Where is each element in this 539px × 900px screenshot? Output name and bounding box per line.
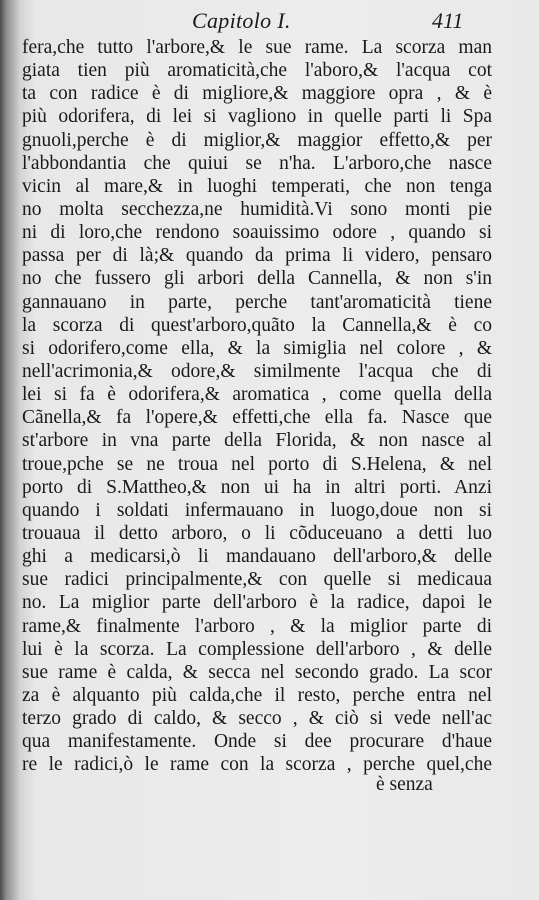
text-line: passa per di là;& quando da prima li videro, pensaro — [22, 245, 492, 267]
text-line: no molta secchezza,ne humidità.Vi sono monti pie — [22, 198, 492, 220]
text-line: no. La miglior parte dell'arboro è la radice, dapoi le — [22, 592, 492, 614]
running-head: Capitolo I. — [192, 8, 291, 33]
text-line: ni di loro,che rendono soauissimo odore , quando si — [22, 222, 492, 244]
catchword: è senza — [376, 774, 433, 795]
text-line: più odorifera, di lei si vagliono in quelle parti li Spa — [22, 106, 492, 128]
text-line: sue radici principalmente,& con quelle si medicaua — [22, 569, 492, 591]
text-line: giata tien più aromaticità,che l'aboro,& l'acqua cot — [22, 60, 492, 82]
text-line: sue rame è calda, & secca nel secondo grado. La scor — [22, 661, 492, 683]
text-line: fera,che tutto l'arbore,& le sue rame. La scorza man — [22, 37, 492, 58]
text-line: re le radici,ò le rame con la scorza , perche quel,che — [22, 754, 492, 776]
text-line: ghi a medicarsi,ò li mandauano dell'arboro,& delle — [22, 546, 492, 568]
page-header — [0, 6, 539, 36]
text-line: st'arbore in vna parte della Florida, & non nasce al — [22, 430, 492, 452]
text-line: rame,& finalmente l'arboro , & la miglior parte di — [22, 615, 492, 637]
text-line: vicin al mare,& in luoghi temperati, che non tenga — [22, 175, 492, 197]
text-line: nell'acrimonia,& odore,& similmente l'acqua che di — [22, 360, 492, 382]
text-line: Cãnella,& fa l'opere,& effetti,che ella fa. Nasce que — [22, 407, 492, 429]
text-line: qua manifestamente. Onde si dee procurare d'haue — [22, 731, 492, 753]
text-line: porto di S.Mattheo,& non ui ha in altri porti. Anzi — [22, 476, 492, 498]
text-line: trouaua il detto arboro, o li cõduceuano a detti luo — [22, 522, 492, 544]
text-line: la scorza di quest'arboro,quãto la Cannella,& è co — [22, 314, 492, 336]
text-line: lei si fa è odorifera,& aromatica , come quella della — [22, 384, 492, 406]
text-line: l'abbondantia che quiui se n'ha. L'arboro,che nasce — [22, 152, 492, 174]
text-line: lui è la scorza. La complessione dell'arboro , & delle — [22, 638, 492, 660]
text-line: terzo grado di caldo, & secco , & ciò si vede nell'ac — [22, 708, 492, 730]
body-text — [22, 36, 492, 777]
text-line: si odorifero,come ella, & la simiglia nel colore , & — [22, 337, 492, 359]
text-line: za è alquanto più calda,che il resto, perche entra nel — [22, 684, 492, 706]
page-number: 411 — [432, 8, 464, 33]
text-line: quando i soldati infermauano in luogo,doue non si — [22, 499, 492, 521]
text-line: no che fussero gli arbori della Cannella, & non s'in — [22, 268, 492, 290]
text-line: troue,pche se ne troua nel porto di S.Helena, & nel — [22, 453, 492, 475]
text-line: ta con radice è di migliore,& maggiore opra , & è — [22, 83, 492, 105]
text-line: gannauano in parte, perche tant'aromaticità tiene — [22, 291, 492, 313]
text-line: gnuoli,perche è di miglior,& maggior effetto,& per — [22, 129, 492, 151]
